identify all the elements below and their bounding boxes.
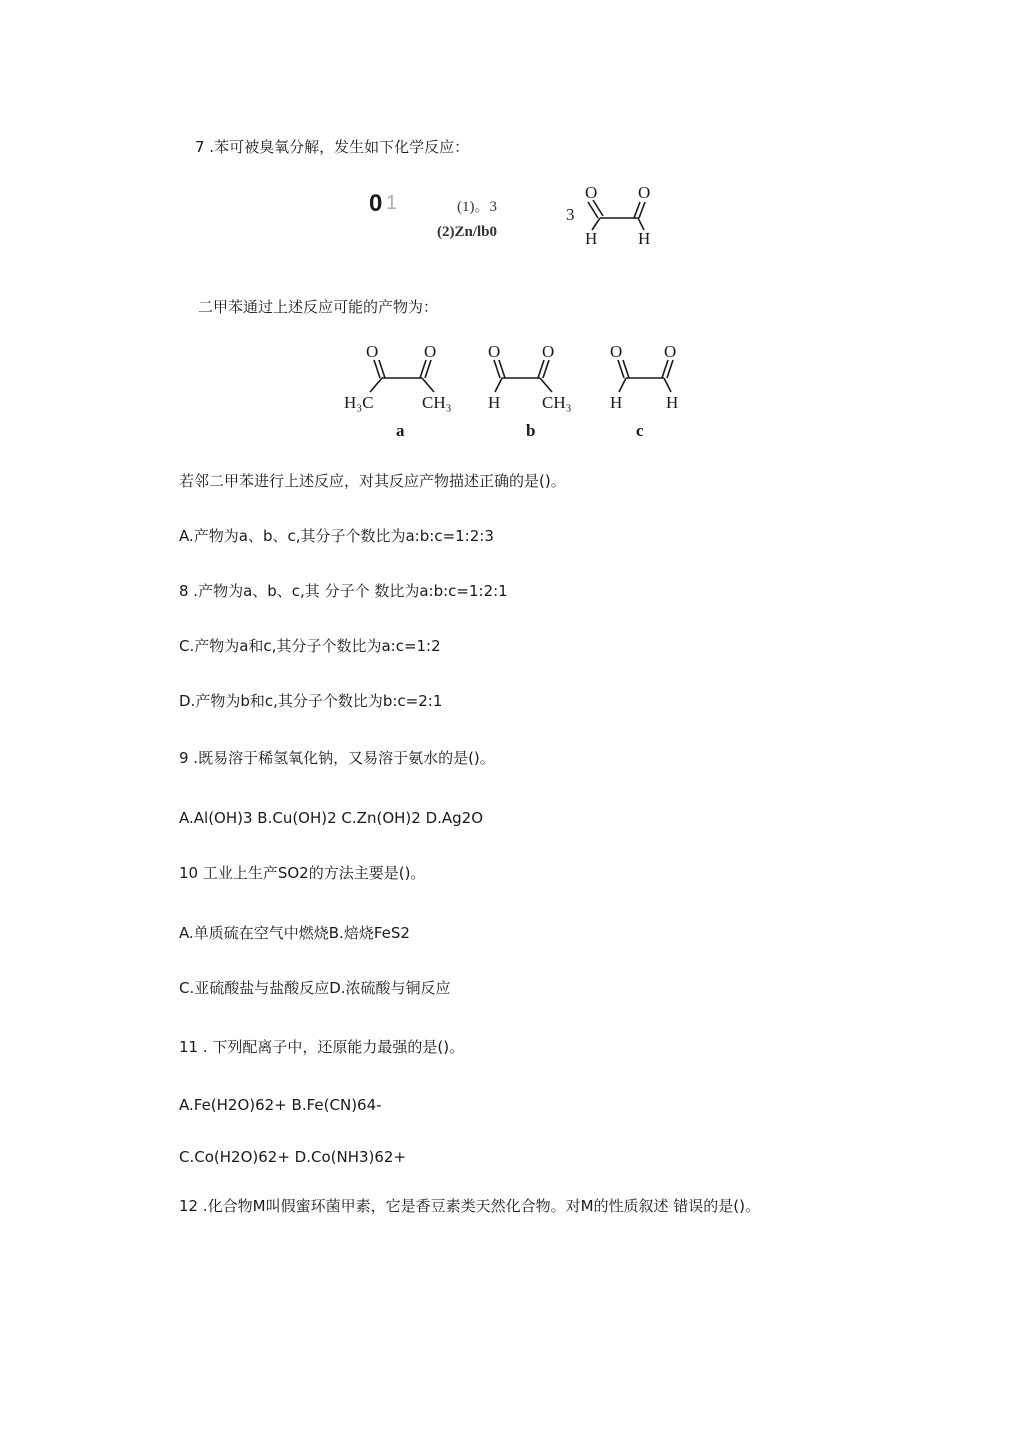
q10-stem: 10 工业上生产SO2的方法主要是()。 — [179, 864, 426, 882]
atom-h-right: H — [638, 229, 651, 248]
atom-o-left: O — [585, 183, 598, 202]
q9-options: A.Al(OH)3 B.Cu(OH)2 C.Zn(OH)2 D.Ag2O — [179, 809, 484, 827]
atom-h-left: H — [585, 229, 598, 248]
q7-intro: 二甲苯通过上述反应可能的产物为： — [198, 298, 439, 316]
products-structures — [340, 340, 700, 440]
q7-option-b: 8 .产物为a、b、c,其 分子个 数比为a:b:c=1:2:1 — [179, 582, 508, 600]
q12-stem: 12 .化合物M叫假蜜环菌甲素，它是香豆素类天然化合物。对M的性质叙述 错误的是()。 — [179, 1197, 760, 1215]
product-b-left-group: H — [488, 393, 501, 412]
product-c-label: c — [636, 421, 644, 440]
product-bonds — [370, 360, 673, 392]
q7-question: 若邻二甲苯进行上述反应，对其反应产物描述正确的是()。 — [179, 472, 566, 490]
reactant-label: 0 — [369, 190, 383, 217]
q11-option-cd: C.Co(H2O)62+ D.Co(NH3)62+ — [179, 1148, 407, 1166]
glyoxal-product-structure — [560, 178, 670, 253]
product-coefficient: 3 — [566, 205, 575, 224]
q7-option-a: A.产物为a、b、c,其分子个数比为a:b:c=1:2:3 — [179, 527, 494, 545]
q7-option-d: D.产物为b和c,其分子个数比为b:c=2:1 — [179, 692, 443, 710]
q7-option-c: C.产物为a和c,其分子个数比为a:c=1:2 — [179, 637, 441, 655]
atom-o-right: O — [638, 183, 651, 202]
product-c-o1: O — [610, 342, 623, 361]
q7-stem: 7 .苯可被臭氧分解，发生如下化学反应： — [195, 138, 470, 156]
product-a-o1: O — [366, 342, 379, 361]
product-b-right-group: CH₃ — [542, 393, 572, 412]
product-a-label: a — [396, 421, 405, 440]
q10-option-ab: A.单质硫在空气中燃烧B.焙烧FeS2 — [179, 924, 410, 942]
product-b-label: b — [526, 421, 536, 440]
product-a-right-group: CH₃ — [422, 393, 452, 412]
q11-option-ab: A.Fe(H2O)62+ B.Fe(CN)64- — [179, 1096, 382, 1114]
product-c-o2: O — [664, 342, 677, 361]
condition-zn: (2)Zn/lb0 — [437, 224, 498, 240]
q10-option-cd: C.亚硫酸盐与盐酸反应D.浓硫酸与铜反应 — [179, 979, 451, 997]
condition-ozone: (1)。3 — [457, 199, 497, 215]
product-c-right-group: H — [666, 393, 679, 412]
product-b-o2: O — [542, 342, 555, 361]
product-c-left-group: H — [610, 393, 623, 412]
glyoxal-bonds — [588, 200, 645, 230]
product-a-o2: O — [424, 342, 437, 361]
product-a-left-group: H₃C — [344, 393, 374, 412]
reactant-faded-label: 1 — [386, 192, 398, 214]
product-b-o1: O — [488, 342, 501, 361]
q9-stem: 9 .既易溶于稀氢氧化钠，又易溶于氨水的是()。 — [179, 749, 495, 767]
q11-stem: 11 . 下列配离子中，还原能力最强的是()。 — [179, 1038, 465, 1056]
